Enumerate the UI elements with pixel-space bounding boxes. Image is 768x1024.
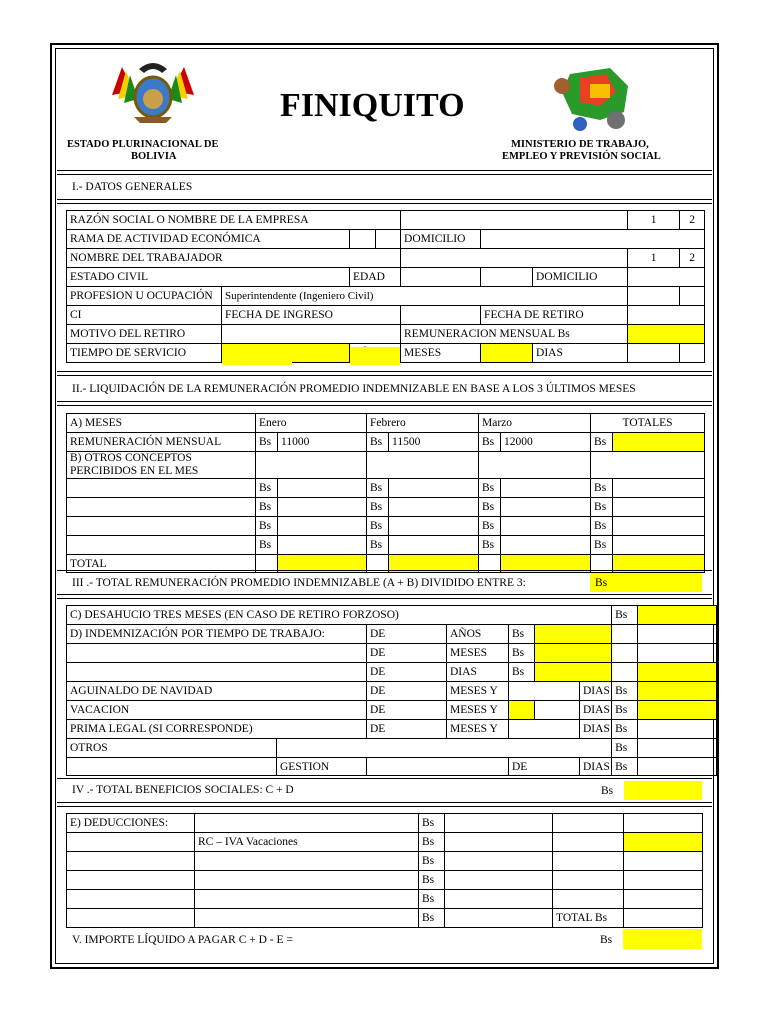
empty-cell xyxy=(591,452,705,479)
rc-iva-field[interactable] xyxy=(624,833,703,852)
bs-label: Bs xyxy=(256,479,278,498)
deduction-field[interactable] xyxy=(445,852,553,871)
indemnity-years-field[interactable] xyxy=(535,625,612,644)
divider xyxy=(57,174,712,175)
bs-label: Bs xyxy=(479,536,501,555)
days-label: DIAS xyxy=(580,682,612,701)
bs-label: Bs xyxy=(419,814,445,833)
empty-cell xyxy=(67,890,195,909)
amount-field[interactable] xyxy=(613,479,705,498)
amount-field[interactable] xyxy=(389,517,479,536)
bs-label: Bs xyxy=(509,644,535,663)
indemnity-total-field[interactable] xyxy=(638,663,717,682)
de-label: DE xyxy=(367,644,447,663)
days-label: DIAS xyxy=(580,758,612,776)
months-label: MESES xyxy=(447,644,509,663)
deductions-table xyxy=(66,813,703,928)
state-name-line1: ESTADO PLURINACIONAL DE xyxy=(67,139,219,150)
other-concept-field[interactable] xyxy=(67,517,256,536)
bs-label: Bs xyxy=(612,606,638,625)
divider xyxy=(57,199,712,200)
service-days-field[interactable] xyxy=(628,344,680,363)
empty-cell xyxy=(67,909,195,928)
bs-label: Bs xyxy=(367,536,389,555)
vacation-months-field[interactable] xyxy=(509,701,535,720)
total-bs-label: TOTAL Bs xyxy=(553,909,624,928)
others-label: OTROS xyxy=(67,739,277,758)
christmas-bonus-months-field[interactable] xyxy=(509,682,580,701)
worker-address-field[interactable] xyxy=(628,268,705,287)
severance-field[interactable] xyxy=(638,606,717,625)
de-label: DE xyxy=(367,701,447,720)
civil-status-label: ESTADO CIVIL xyxy=(67,268,350,287)
economic-activity-label: RAMA DE ACTIVIDAD ECONÓMICA xyxy=(67,230,350,249)
worker-name-field[interactable] xyxy=(401,249,628,268)
de-label: DE xyxy=(367,663,447,682)
economic-activity-field[interactable] xyxy=(350,230,376,249)
empty-cell xyxy=(612,663,638,682)
divider xyxy=(57,598,712,599)
bs-label: Bs xyxy=(591,498,613,517)
empty-cell xyxy=(256,452,367,479)
legal-bonus-label: PRIMA LEGAL (SI CORRESPONDE) xyxy=(67,720,367,739)
retirement-reason-field[interactable] xyxy=(222,325,401,344)
ci-label: CI xyxy=(67,306,222,325)
bs-label: Bs xyxy=(591,433,613,452)
days-label: DIAS xyxy=(533,344,628,363)
other-concept-field[interactable] xyxy=(67,498,256,517)
address-label: DOMICILIO xyxy=(401,230,481,249)
service-years-highlight xyxy=(222,347,292,365)
empty-cell xyxy=(612,625,638,644)
bs-label: Bs xyxy=(479,498,501,517)
bs-label: Bs xyxy=(367,498,389,517)
empty-cell xyxy=(67,833,195,852)
state-name-line2: BOLIVIA xyxy=(131,151,177,162)
management-label: GESTION xyxy=(277,758,367,776)
totals-label: TOTALES xyxy=(591,414,705,433)
other-concept-field[interactable] xyxy=(67,479,256,498)
bs-label: Bs xyxy=(595,577,608,589)
bs-label: Bs xyxy=(612,701,638,720)
document-title: FINIQUITO xyxy=(280,87,465,124)
legal-bonus-months-field[interactable] xyxy=(509,720,580,739)
bs-label: Bs xyxy=(367,479,389,498)
empty-cell xyxy=(67,852,195,871)
section-4-heading: IV .- TOTAL BENEFICIOS SOCIALES: C + D xyxy=(72,784,294,796)
age-field[interactable] xyxy=(401,268,481,287)
divider xyxy=(57,371,712,372)
empty-cell xyxy=(367,452,479,479)
de-label: DE xyxy=(367,720,447,739)
empty-cell xyxy=(612,644,638,663)
profession-extra-field[interactable] xyxy=(680,287,705,306)
ministry-logo-icon xyxy=(550,62,640,134)
divider xyxy=(57,375,712,376)
bs-label: Bs xyxy=(419,852,445,871)
divider xyxy=(57,594,712,595)
bs-label: Bs xyxy=(601,785,614,797)
other-concept-field[interactable] xyxy=(67,536,256,555)
empty-cell xyxy=(195,814,419,833)
bs-label: Bs xyxy=(419,833,445,852)
deduction-concept-field[interactable] xyxy=(195,890,419,909)
monthly-salary-field[interactable] xyxy=(628,325,705,344)
de-label: DE xyxy=(367,625,447,644)
bs-label: Bs xyxy=(256,433,278,452)
divider xyxy=(57,405,712,406)
salary-january[interactable]: 11000 xyxy=(278,433,367,452)
service-time-label: TIEMPO DE SERVICIO xyxy=(67,344,222,363)
amount-field[interactable] xyxy=(501,479,591,498)
salary-total-field[interactable] xyxy=(613,433,705,452)
deduction-field[interactable] xyxy=(624,852,703,871)
net-payment-field[interactable] xyxy=(623,929,702,949)
deduction-field[interactable] xyxy=(553,814,624,833)
amount-field[interactable] xyxy=(501,536,591,555)
amount-field[interactable] xyxy=(389,536,479,555)
bs-label: Bs xyxy=(612,758,638,776)
days-label: DIAS xyxy=(580,701,612,720)
deduction-field[interactable] xyxy=(624,871,703,890)
deduction-field[interactable] xyxy=(445,890,553,909)
end-date-field[interactable] xyxy=(628,306,705,325)
amount-field[interactable] xyxy=(501,517,591,536)
deduction-field[interactable] xyxy=(445,871,553,890)
bs-label: Bs xyxy=(600,934,613,946)
months-and-label: MESES Y xyxy=(447,682,509,701)
age-label: EDAD xyxy=(350,268,401,287)
amount-field[interactable] xyxy=(613,536,705,555)
total-benefits-field[interactable] xyxy=(624,781,702,800)
bs-label: Bs xyxy=(591,536,613,555)
indemnity-months-field[interactable] xyxy=(535,644,612,663)
deduction-field[interactable] xyxy=(553,852,624,871)
bs-label: Bs xyxy=(509,663,535,682)
deduction-field[interactable] xyxy=(624,890,703,909)
management-field[interactable] xyxy=(367,758,509,776)
deduction-concept-field[interactable] xyxy=(195,852,419,871)
copy-2[interactable]: 2 xyxy=(680,211,705,230)
address-field[interactable] xyxy=(481,230,705,249)
management-amount-field[interactable] xyxy=(638,758,717,776)
general-data-table xyxy=(66,210,705,363)
amount-field[interactable] xyxy=(278,479,367,498)
amount-field[interactable] xyxy=(389,498,479,517)
vacation-label: VACACION xyxy=(67,701,367,720)
age-field[interactable] xyxy=(481,268,533,287)
bs-label: Bs xyxy=(419,890,445,909)
indemnity-days-field[interactable] xyxy=(535,663,612,682)
divider xyxy=(57,570,712,571)
empty-cell xyxy=(638,625,717,644)
deduction-field[interactable] xyxy=(553,890,624,909)
months-and-label: MESES Y xyxy=(447,701,509,720)
legal-bonus-field[interactable] xyxy=(638,720,717,739)
monthly-salary-row-label: REMUNERACIÓN MENSUAL xyxy=(67,433,256,452)
months-label: MESES xyxy=(401,344,481,363)
section-3-heading: III .- TOTAL REMUNERACIÓN PROMEDIO INDEMNIZABLE (A + B) DIVIDIDO ENTRE 3: xyxy=(72,577,526,589)
days-label: DIAS xyxy=(447,663,509,682)
amount-field[interactable] xyxy=(278,498,367,517)
months-and-label: MESES Y xyxy=(447,720,509,739)
other-concepts-label xyxy=(67,452,256,479)
bs-label: Bs xyxy=(256,498,278,517)
amount-field[interactable] xyxy=(278,517,367,536)
bs-label: Bs xyxy=(367,433,389,452)
deduction-field[interactable] xyxy=(445,833,553,852)
bs-label: Bs xyxy=(479,517,501,536)
bolivia-coat-of-arms-icon xyxy=(104,55,202,127)
bs-label: Bs xyxy=(367,517,389,536)
amount-field[interactable] xyxy=(501,498,591,517)
months-label: A) MESES xyxy=(67,414,256,433)
salary-february[interactable]: 11500 xyxy=(389,433,479,452)
deduction-field[interactable] xyxy=(553,833,624,852)
monthly-salary-label: REMUNERACION MENSUAL Bs xyxy=(401,325,628,344)
salary-march[interactable]: 12000 xyxy=(501,433,591,452)
empty-cell xyxy=(67,644,367,663)
rc-iva-label: RC – IVA Vacaciones xyxy=(195,833,419,852)
month-january: Enero xyxy=(256,414,367,433)
deduction-field[interactable] xyxy=(553,871,624,890)
profession-label: PROFESION U OCUPACIÓN xyxy=(67,287,222,306)
empty-cell xyxy=(67,871,195,890)
vacation-days-field[interactable] xyxy=(535,701,580,720)
others-field[interactable] xyxy=(277,739,612,758)
copy-1[interactable]: 1 xyxy=(628,249,680,268)
empty-cell xyxy=(638,644,717,663)
worker-name-label: NOMBRE DEL TRABAJADOR xyxy=(67,249,401,268)
section-1-heading: I.- DATOS GENERALES xyxy=(72,181,193,193)
profession-field[interactable]: Superintendente (Ingeniero Civil) xyxy=(222,287,628,306)
economic-activity-field[interactable] xyxy=(376,230,401,249)
bs-label: Bs xyxy=(419,909,445,928)
vacation-field[interactable] xyxy=(638,701,717,720)
service-months-field[interactable] xyxy=(481,344,533,363)
divider xyxy=(57,778,712,779)
bs-label: Bs xyxy=(479,479,501,498)
bs-label: Bs xyxy=(591,517,613,536)
ministry-name-line2: EMPLEO Y PREVISIÓN SOCIAL xyxy=(502,151,661,162)
bs-label: Bs xyxy=(509,625,535,644)
bs-label: Bs xyxy=(591,479,613,498)
other-concepts-line2: PERCIBIDOS EN EL MES xyxy=(70,465,199,477)
section-2-heading: II.- LIQUIDACIÓN DE LA REMUNERACIÓN PROMEDIO INDEMNIZABLE EN BASE A LOS 3 ÚLTIMOS MESES xyxy=(72,383,636,395)
company-name-label: RAZÓN SOCIAL O NOMBRE DE LA EMPRESA xyxy=(67,211,401,230)
benefits-table xyxy=(66,605,717,776)
copy-2[interactable]: 2 xyxy=(680,249,705,268)
start-date-field[interactable] xyxy=(401,306,481,325)
divider xyxy=(57,203,712,204)
copy-1[interactable]: 1 xyxy=(628,211,680,230)
christmas-bonus-field[interactable] xyxy=(638,682,717,701)
profession-extra-field[interactable] xyxy=(628,287,680,306)
start-date-label: FECHA DE INGRESO xyxy=(222,306,401,325)
bs-label: Bs xyxy=(612,682,638,701)
others-amount-field[interactable] xyxy=(638,739,717,758)
bs-label: Bs xyxy=(612,739,638,758)
worker-address-label: DOMICILIO xyxy=(533,268,628,287)
deduction-field[interactable] xyxy=(445,814,553,833)
month-february: Febrero xyxy=(367,414,479,433)
empty-cell xyxy=(67,663,367,682)
empty-cell xyxy=(479,452,591,479)
month-march: Marzo xyxy=(479,414,591,433)
company-name-field[interactable] xyxy=(401,211,628,230)
years-highlight xyxy=(350,347,400,365)
deduction-concept-field[interactable] xyxy=(195,871,419,890)
end-date-label: FECHA DE RETIRO xyxy=(481,306,628,325)
de-label: DE xyxy=(367,682,447,701)
amount-field[interactable] xyxy=(613,498,705,517)
bs-label: Bs xyxy=(612,720,638,739)
bs-label: Bs xyxy=(479,433,501,452)
deductions-total-field[interactable] xyxy=(624,909,703,928)
de-label: DE xyxy=(509,758,580,776)
deductions-label: E) DEDUCCIONES: xyxy=(67,814,195,833)
section-5-heading: V. IMPORTE LÍQUIDO A PAGAR C + D - E = xyxy=(72,934,293,946)
deduction-field[interactable] xyxy=(624,814,703,833)
empty-cell xyxy=(67,758,277,776)
amount-field[interactable] xyxy=(278,536,367,555)
days-label: DIAS xyxy=(580,720,612,739)
amount-field[interactable] xyxy=(389,479,479,498)
ministry-name-line1: MINISTERIO DE TRABAJO, xyxy=(511,139,649,150)
divider xyxy=(57,170,712,171)
deduction-field[interactable] xyxy=(445,909,553,928)
bs-label: Bs xyxy=(256,536,278,555)
amount-field[interactable] xyxy=(613,517,705,536)
divider xyxy=(57,401,712,402)
other-concepts-line1: B) OTROS CONCEPTOS xyxy=(70,452,192,464)
severance-label: C) DESAHUCIO TRES MESES (EN CASO DE RETIRO FORZOSO) xyxy=(67,606,612,625)
bs-label: Bs xyxy=(419,871,445,890)
years-label: AÑOS xyxy=(447,625,509,644)
salary-table xyxy=(66,413,705,573)
divider xyxy=(57,802,712,803)
divider xyxy=(57,806,712,807)
bs-label: Bs xyxy=(256,517,278,536)
service-days-field[interactable] xyxy=(680,344,705,363)
total-label: TOTAL xyxy=(67,555,256,573)
retirement-reason-label: MOTIVO DEL RETIRO xyxy=(67,325,222,344)
indemnity-label: D) INDEMNIZACIÓN POR TIEMPO DE TRABAJO: xyxy=(67,625,367,644)
christmas-bonus-label: AGUINALDO DE NAVIDAD xyxy=(67,682,367,701)
deduction-concept-field[interactable] xyxy=(195,909,419,928)
